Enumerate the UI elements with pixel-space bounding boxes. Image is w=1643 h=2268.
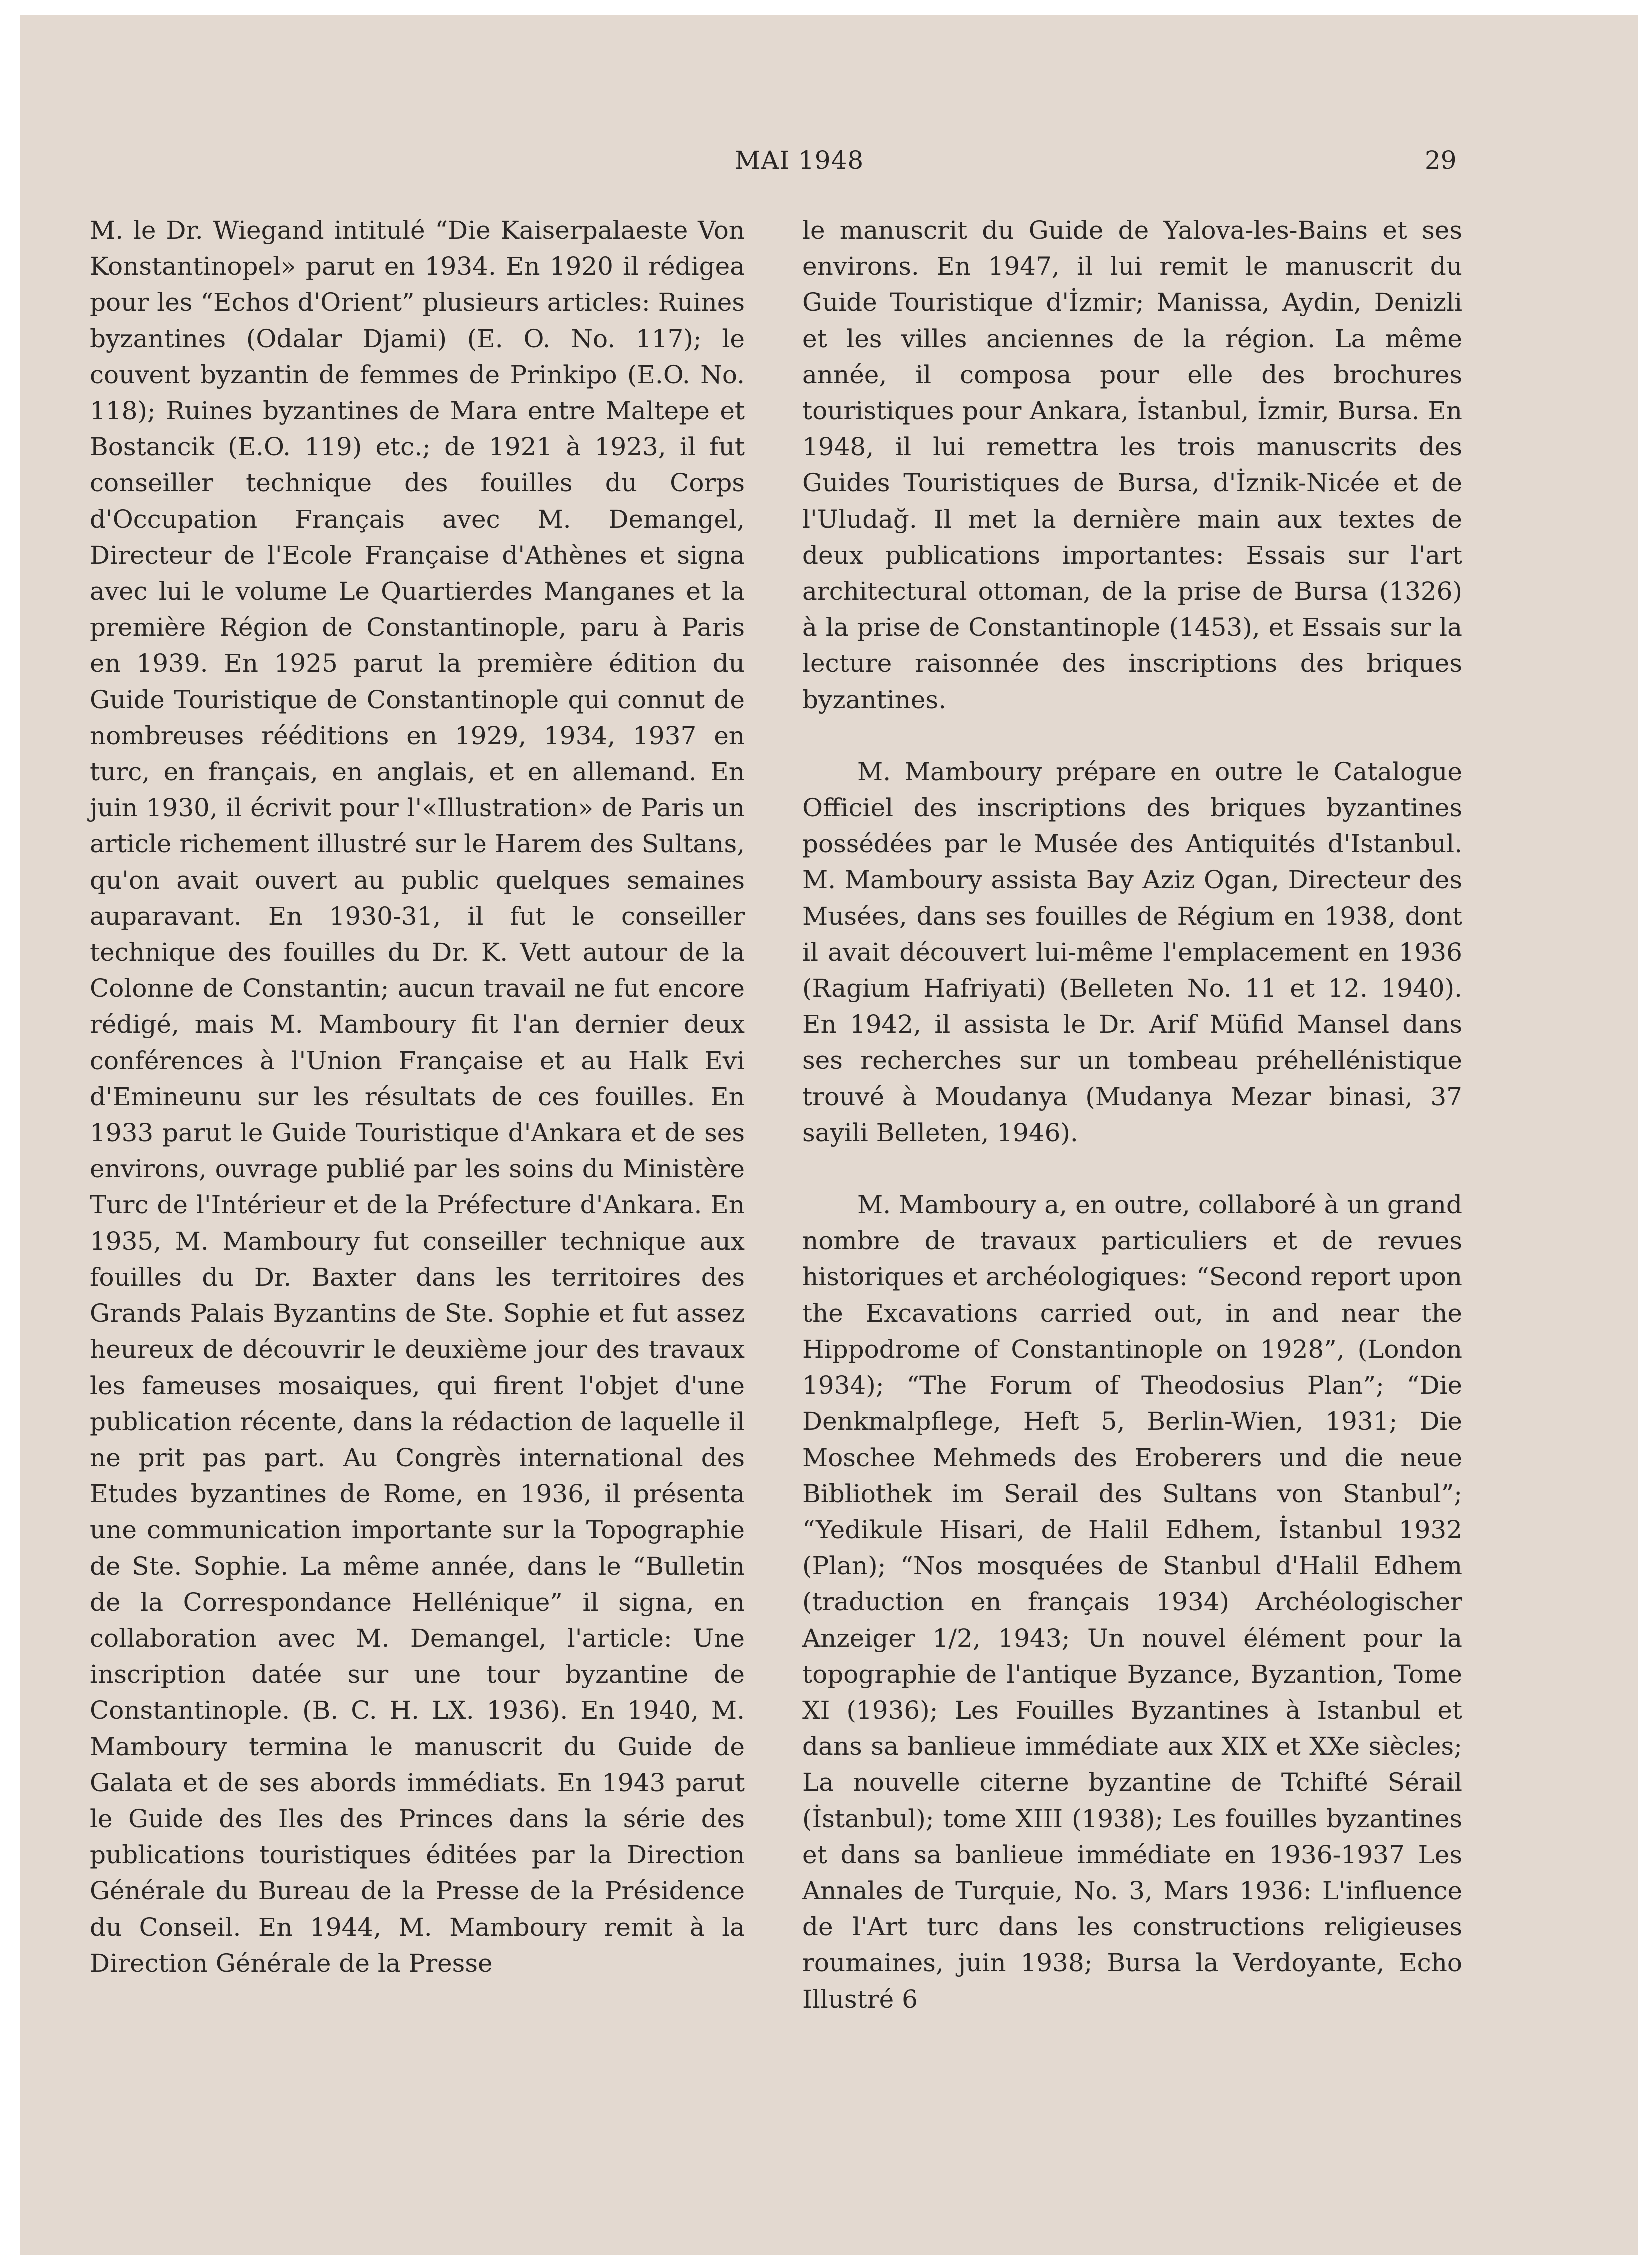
right-paragraph-1: le manuscrit du Guide de Yalova-les-Bains et ses environs. En 1947, il lui remit le manuscrit du Guide Touristique d'İzmir; Manissa, Aydin, Denizli et les villes anciennes de la région. La même année, il composa pour elle des brochures touristiques pour Ankara, İstanbul, İzmir, Bursa. En 1948, il lui remettra les trois manuscrits des Guides Touristiques de Bursa, d'İznik-Nicée et de l'Uludağ. Il met la dernière main aux textes de deux publications importantes: Essais sur l'art architectural ottoman, de la prise de Bursa (1326) à la prise de Constantinople (1453), et Essais sur la lecture raisonnée des inscriptions des briques byzantines.	[802, 216, 1462, 714]
page	[20, 15, 1638, 2255]
left-paragraph-1: M. le Dr. Wiegand intitulé “Die Kaiserpalaeste Von Konstantinopel» parut en 1934. En 1920 il rédigea pour les “Echos d'Orient” plusieurs articles: Ruines byzantines (Odalar Djami) (E. O. No. 117); le couvent byzantin de femmes de Prinkipo (E.O. No. 118); Ruines byzantines de Mara entre Maltepe et Bostancik (E.O. 119) etc.; de 1921 à 1923, il fut conseiller technique des fouilles du Corps d'Occupation Français avec M. Demangel, Directeur de l'Ecole Française d'Athènes et signa avec lui le volume Le Quartierdes Manganes et la première Région de Constantinople, paru à Paris en 1939. En 1925 parut la première édition du Guide Touristique de Constantinople qui connut de nombreuses rééditions en 1929, 1934, 1937 en turc, en français, en anglais, et en allemand. En juin 1930, il écrivit pour l'«Illustration» de Paris un article richement illustré sur le Harem des Sultans, qu'on avait ouvert au public quelques semaines auparavant. En 1930-31, il fut le conseiller technique des fouilles du Dr. K. Vett autour de la Colonne de Constantin; aucun travail ne fut encore rédigé, mais M. Mamboury fit l'an dernier deux conférences à l'Union Française et au Halk Evi d'Emineunu sur les résultats de ces fouilles. En 1933 parut le Guide Touristique d'Ankara et de ses environs, ouvrage publié par les soins du Ministère Turc de l'Intérieur et de la Préfecture d'Ankara. En 1935, M. Mamboury fut conseiller technique aux fouilles du Dr. Baxter dans les territoires des Grands Palais Byzantins de Ste. Sophie et fut assez heureux de découvrir le deuxième jour des travaux les fameuses mosaiques, qui firent l'objet d'une publication récente, dans la rédaction de laquelle il ne prit pas part. Au Congrès international des Etudes byzantines de Rome, en 1936, il présenta une communication importante sur la Topographie de Ste. Sophie. La même année, dans le “Bulletin de la Correspondance Hellénique” il signa, en collaboration avec M. Demangel, l'article: Une inscription datée sur une tour byzantine de Constantinople. (B. C. H. LX. 1936). En 1940, M. Mamboury termina le manuscrit du Guide de Galata et de ses abords immédiats. En 1943 parut le Guide des Iles des Princes dans la série des publications touristiques éditées par la Direction Générale du Bureau de la Presse de la Présidence du Conseil. En 1944, M. Mamboury remit à la Direction Générale de la Presse	[90, 216, 745, 1978]
right-column	[802, 212, 1462, 2018]
page-number: 29	[1425, 146, 1457, 175]
left-column	[90, 212, 745, 1982]
running-header	[20, 146, 1638, 186]
right-paragraph-3: M. Mamboury a, en outre, collaboré à un grand nombre de travaux particuliers et de revues historiques et archéologiques: “Second report upon the Excavations carried out, in and near the Hippodrome of Constantinople on 1928”, (London 1934); “The Forum of Theodosius Plan”; “Die Denkmalpflege, Heft 5, Berlin-Wien, 1931; Die Moschee Mehmeds des Eroberers und die neue Bibliothek im Serail des Sultans von Stanbul”; “Yedikule Hisari, de Halil Edhem, İstanbul 1932 (Plan); “Nos mosquées de Stanbul d'Halil Edhem (traduction en français 1934) Archéologischer Anzeiger 1/2, 1943; Un nouvel élément pour la topographie de l'antique Byzance, Byzantion, Tome XI (1936); Les Fouilles Byzantines à Istanbul et dans sa banlieue immédiate aux XIX et XXe siècles; La nouvelle citerne byzantine de Tchifté Sérail (İstanbul); tome XIII (1938); Les fouilles byzantines et dans sa banlieue immédiate en 1936-1937 Les Annales de Turquie, No. 3, Mars 1936: L'influence de l'Art turc dans les constructions religieuses roumaines, juin 1938; Bursa la Verdoyante, Echo Illustré 6	[802, 1190, 1462, 2014]
right-paragraph-2: M. Mamboury prépare en outre le Catalogue Officiel des inscriptions des briques byzantines possédées par le Musée des Antiquités d'Istanbul. M. Mamboury assista Bay Aziz Ogan, Directeur des Musées, dans ses fouilles de Régium en 1938, dont il avait découvert lui-même l'emplacement en 1936 (Ragium Hafriyati) (Belleten No. 11 et 12. 1940). En 1942, il assista le Dr. Arif Müfid Mansel dans ses recherches sur un tombeau préhellénistique trouvé à Moudanya (Mudanya Mezar binasi, 37 sayili Belleten, 1946).	[802, 757, 1462, 1148]
header-title: MAI 1948	[735, 146, 864, 175]
